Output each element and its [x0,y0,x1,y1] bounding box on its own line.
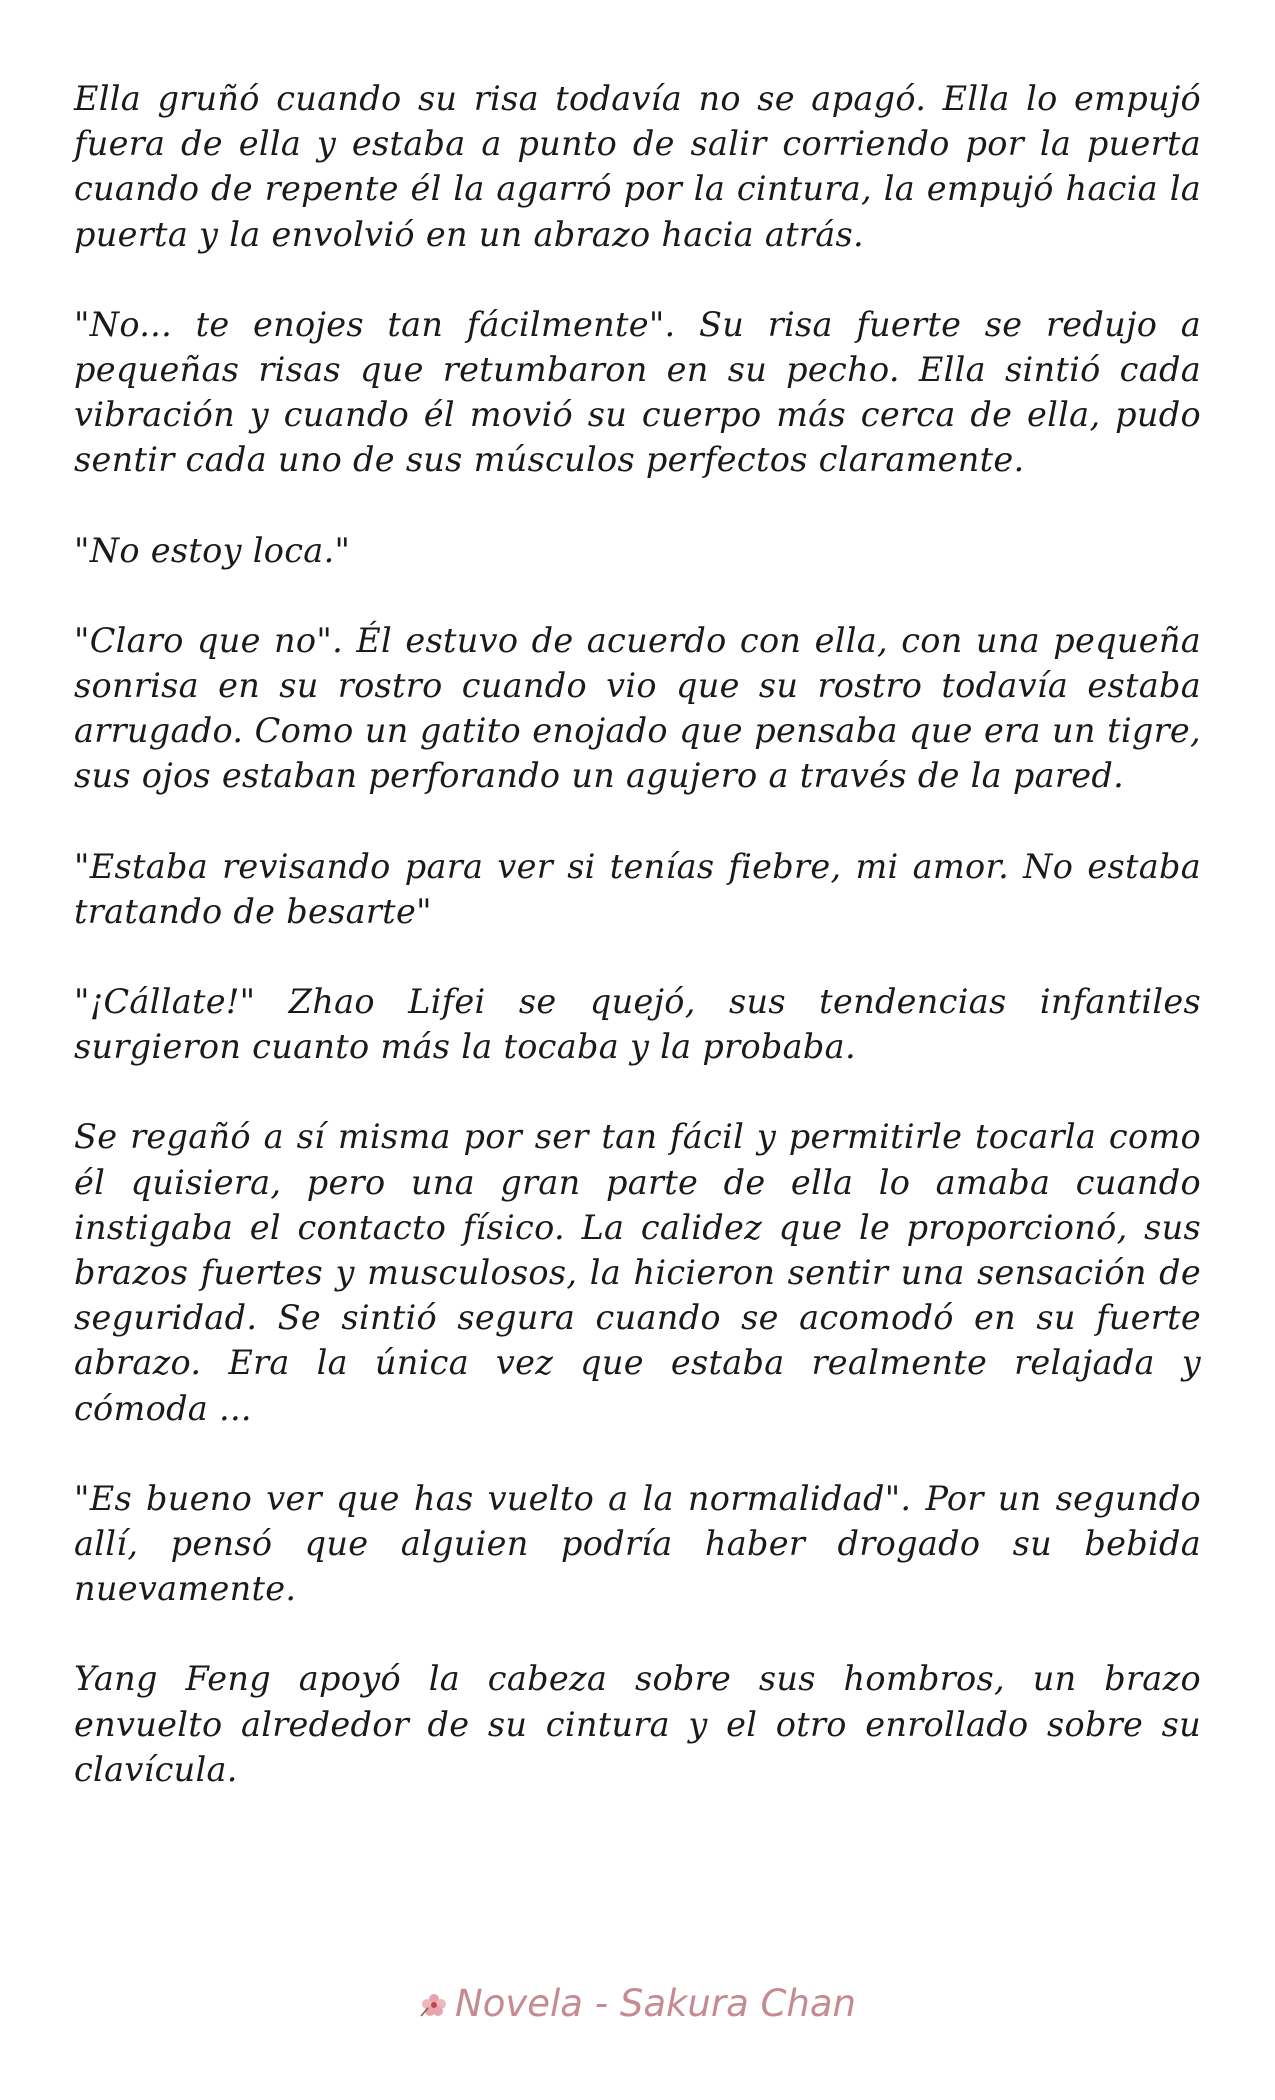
paragraph: "¡Cállate!" Zhao Lifei se quejó, sus tendencias infantiles surgieron cuanto más la tocaba y la probaba. [74,982,1201,1067]
paragraph: Yang Feng apoyó la cabeza sobre sus hombros, un brazo envuelto alrededor de su cintura y el otro enrollado sobre su clavícula. [74,1659,1201,1789]
paragraph: Se regañó a sí misma por ser tan fácil y permitirle tocarla como él quisiera, pero una gran parte de ella lo amaba cuando instigaba el contacto físico. La calidez que le proporcionó, sus brazos fuertes y musculosos, la hicieron sentir una sensación de seguridad. Se sintió segura cuando se acomodó en su fuerte abrazo. Era la única vez que estaba realmente relajada y cómoda ... [74,1117,1201,1428]
sakura-flower-icon [419,1984,449,2010]
document-body [74,76,1201,1837]
paragraph: "Es bueno ver que has vuelto a la normalidad". Por un segundo allí, pensó que alguien podría haber drogado su bebida nuevamente. [74,1478,1201,1609]
paragraph: "No estoy loca." [74,530,351,570]
paragraph: Ella gruñó cuando su risa todavía no se apagó. Ella lo empujó fuera de ella y estaba a punto de salir corriendo por la puerta cuando de repente él la agarró por la cintura, la empujó hacia la puerta y la envolvió en un abrazo hacia atrás. [74,79,1201,254]
watermark-footer [0,1982,1275,2025]
paragraph: "Claro que no". Él estuvo de acuerdo con ella, con una pequeña sonrisa en su rostro cuando vio que su rostro todavía estaba arrugado. Como un gatito enojado que pensaba que era un tigre, sus ojos estaban perforando un agujero a través de la pared. [74,620,1201,796]
paragraph: "No... te enojes tan fácilmente". Su risa fuerte se redujo a pequeñas risas que retumbaron en su pecho. Ella sintió cada vibración y cuando él movió su cuerpo más cerca de ella, pudo sentir cada uno de sus músculos perfectos claramente. [74,304,1201,480]
paragraph: "Estaba revisando para ver si tenías fiebre, mi amor. No estaba tratando de besarte" [74,846,1201,931]
watermark-text: Novela - Sakura Chan [455,1982,856,2025]
